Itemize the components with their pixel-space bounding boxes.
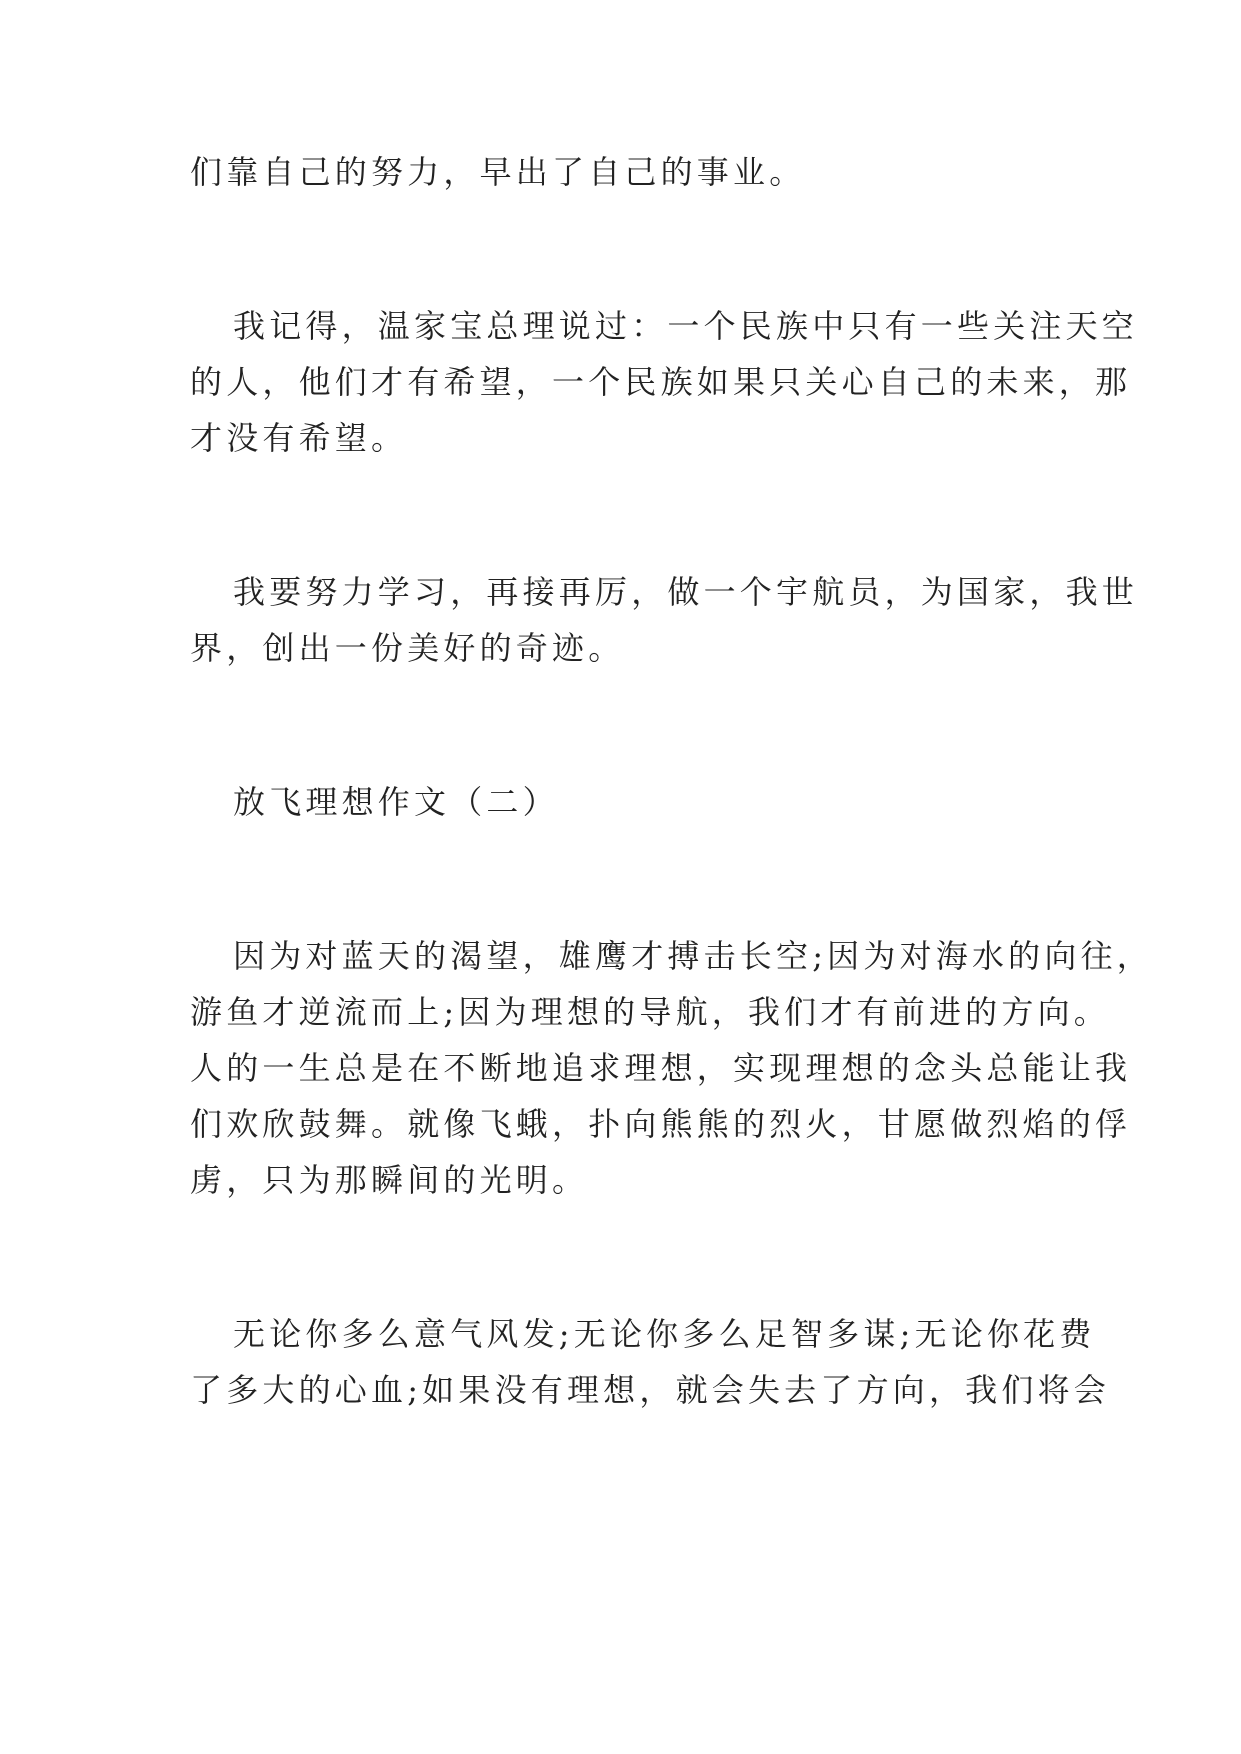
text-line: 界，创出一份美好的奇迹。: [190, 629, 625, 667]
text-line: 无论你多么意气风发;无论你多么足智多谋;无论你花费: [233, 1315, 1096, 1353]
text-line: 因为对蓝天的渴望，雄鹰才搏击长空;因为对海水的向往，: [233, 937, 1153, 975]
text-line: 们靠自己的努力，早出了自己的事业。: [190, 153, 806, 191]
text-line: 人的一生总是在不断地追求理想，实现理想的念头总能让我: [190, 1049, 1132, 1087]
text-line: 才没有希望。: [190, 419, 408, 457]
text-line: 虏，只为那瞬间的光明。: [190, 1161, 589, 1199]
text-line: 我要努力学习，再接再厉，做一个宇航员，为国家，我世: [233, 573, 1139, 611]
text-line: 们欢欣鼓舞。就像飞蛾，扑向熊熊的烈火，甘愿做烈焰的俘: [190, 1105, 1132, 1143]
essay-title: 放飞理想作文（二）: [233, 783, 559, 821]
text-line: 游鱼才逆流而上;因为理想的导航，我们才有前进的方向。: [190, 993, 1110, 1031]
text-line: 我记得，温家宝总理说过：一个民族中只有一些关注天空: [233, 307, 1139, 345]
text-line: 了多大的心血;如果没有理想，就会失去了方向，我们将会: [190, 1371, 1110, 1409]
text-line: 的人，他们才有希望，一个民族如果只关心自己的未来，那: [190, 363, 1132, 401]
